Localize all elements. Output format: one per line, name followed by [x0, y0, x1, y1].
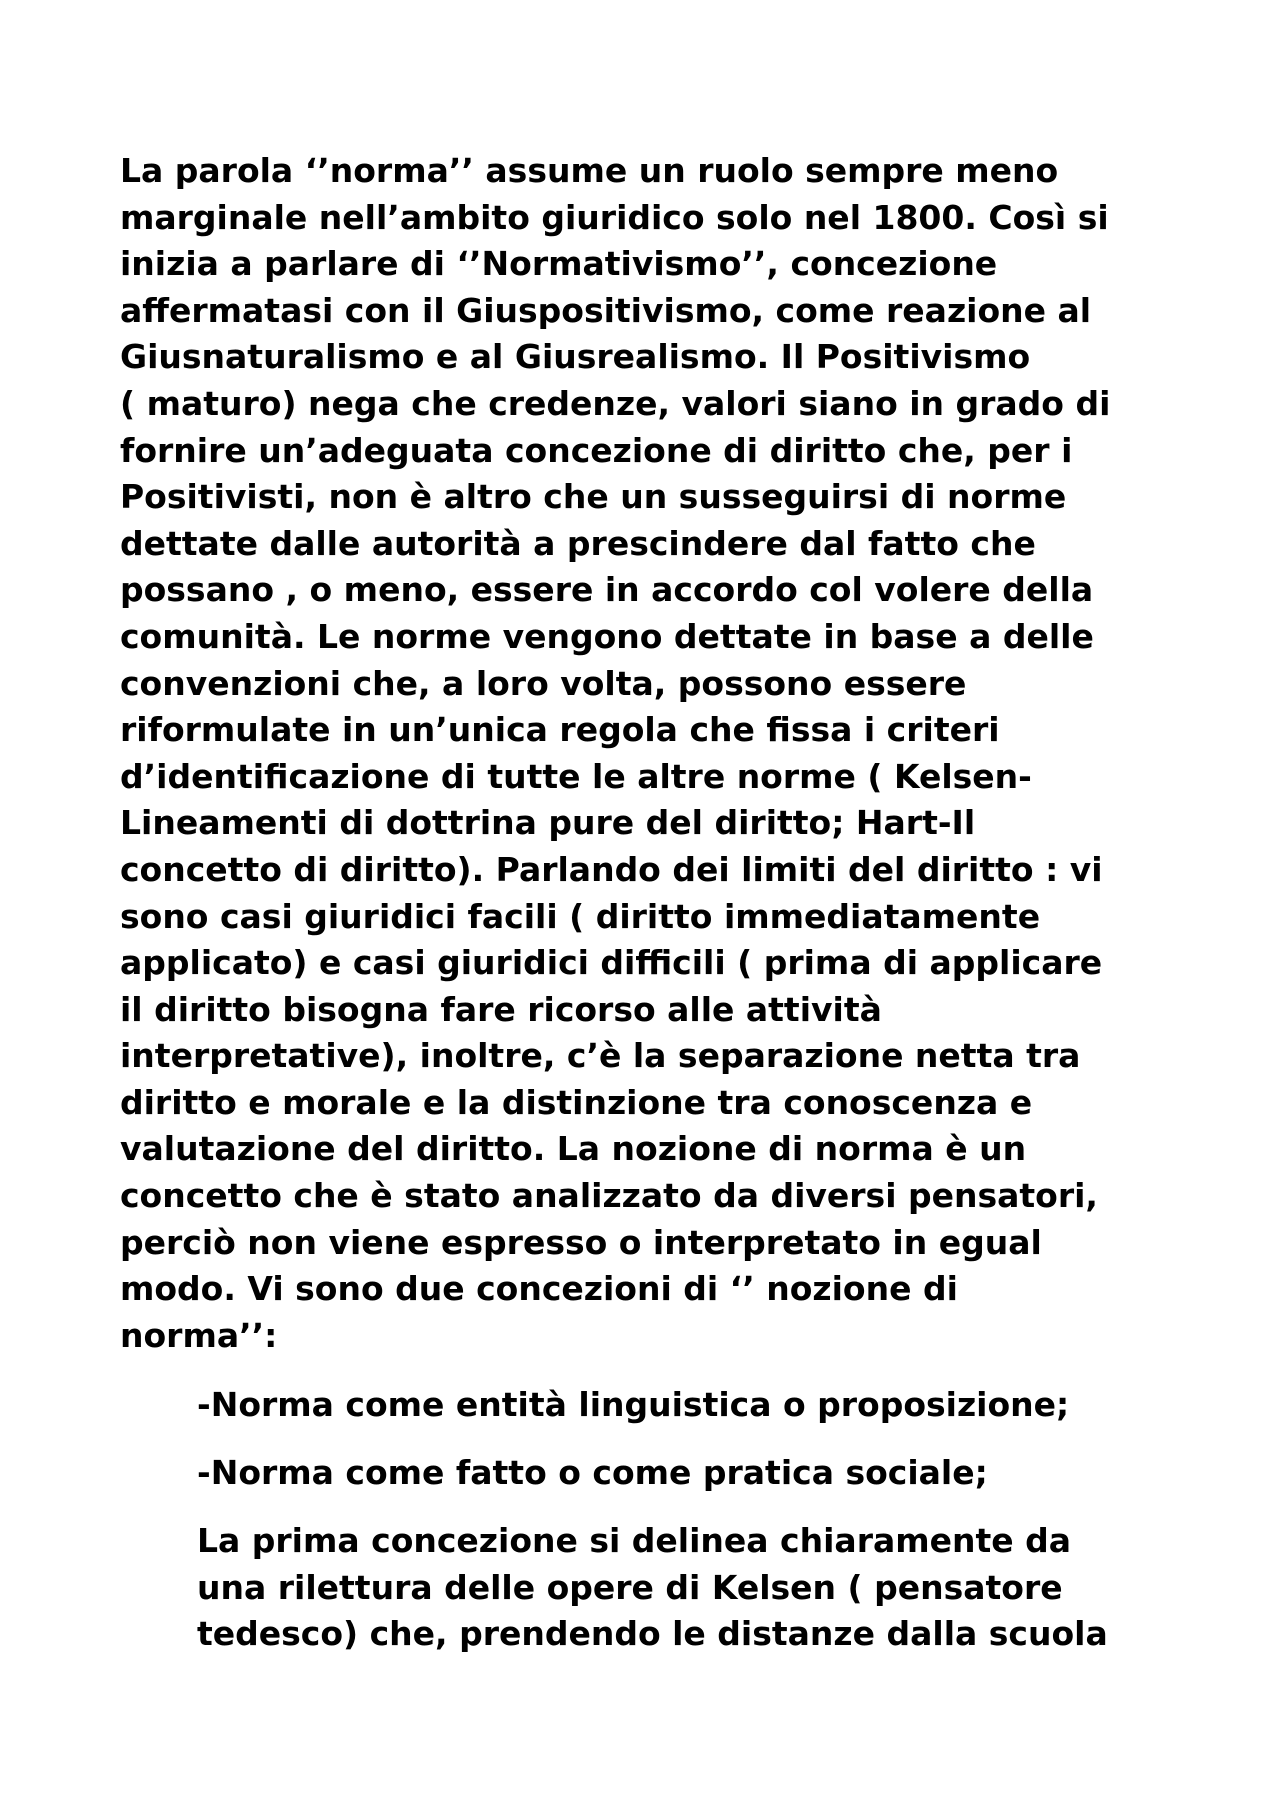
- text-line: interpretative), inoltre, c’è la separazione netta tra: [120, 1036, 1081, 1076]
- text-line: applicato) e casi giuridici difficili ( prima di applicare: [120, 943, 1103, 983]
- text-line: affermatasi con il Giuspositivismo, come reazione al: [120, 290, 1092, 330]
- list-item-linguistic: [197, 1382, 1177, 1429]
- text-line: possano , o meno, essere in accordo col volere della: [120, 570, 1094, 610]
- text-line: concetto che è stato analizzato da diversi pensatori,: [120, 1176, 1098, 1216]
- text-line: diritto e morale e la distinzione tra conoscenza e: [120, 1082, 1033, 1122]
- text-line: valutazione del diritto. La nozione di norma è un: [120, 1129, 1027, 1169]
- list-item-text: -Norma come fatto o come pratica sociale;: [197, 1453, 988, 1492]
- text-line: La prima concezione si delinea chiaramente da: [197, 1521, 1072, 1560]
- list-item-social-practice: [197, 1450, 1177, 1497]
- text-line: dettate dalle autorità a prescindere dal fatto che: [120, 523, 1036, 563]
- text-line: il diritto bisogna fare ricorso alle attività: [120, 989, 882, 1029]
- text-line: convenzioni che, a loro volta, possono essere: [120, 663, 967, 703]
- text-line: d’identificazione di tutte le altre norme ( Kelsen-: [120, 756, 1032, 796]
- text-line: una rilettura delle opere di Kelsen ( pensatore: [197, 1567, 1063, 1607]
- text-line: tedesco) che, prendendo le distanze dalla scuola: [197, 1614, 1108, 1654]
- paragraph-kelsen: [197, 1518, 1177, 1658]
- text-line: modo. Vi sono due concezioni di ‘’ nozione di: [120, 1269, 958, 1309]
- text-line: La parola ‘’norma’’ assume un ruolo sempre meno: [120, 151, 1059, 190]
- text-line: concetto di diritto). Parlando dei limiti del diritto : vi: [120, 849, 1103, 889]
- text-line: Lineamenti di dottrina pure del diritto; Hart-Il: [120, 803, 976, 843]
- text-line: ( maturo) nega che credenze, valori siano in grado di: [120, 383, 1111, 423]
- text-line: riformulate in un’unica regola che fissa i criteri: [120, 710, 1000, 750]
- text-line: Giusnaturalismo e al Giusrealismo. Il Positivismo: [120, 337, 1031, 377]
- text-line: inizia a parlare di ‘’Normativismo’’, concezione: [120, 244, 998, 284]
- text-line: Positivisti, non è altro che un susseguirsi di norme: [120, 477, 1067, 517]
- text-line: comunità. Le norme vengono dettate in base a delle: [120, 616, 1094, 656]
- paragraph-intro: [120, 148, 1160, 1359]
- text-line: perciò non viene espresso o interpretato in egual: [120, 1222, 1042, 1262]
- list-item-text: -Norma come entità linguistica o proposizione;: [197, 1385, 1070, 1424]
- text-line: fornire un’adeguata concezione di diritto che, per i: [120, 430, 1073, 470]
- text-line: norma’’:: [120, 1315, 278, 1355]
- text-line: sono casi giuridici facili ( diritto immediatamente: [120, 896, 1041, 936]
- text-line: marginale nell’ambito giuridico solo nel 1800. Così si: [120, 197, 1109, 237]
